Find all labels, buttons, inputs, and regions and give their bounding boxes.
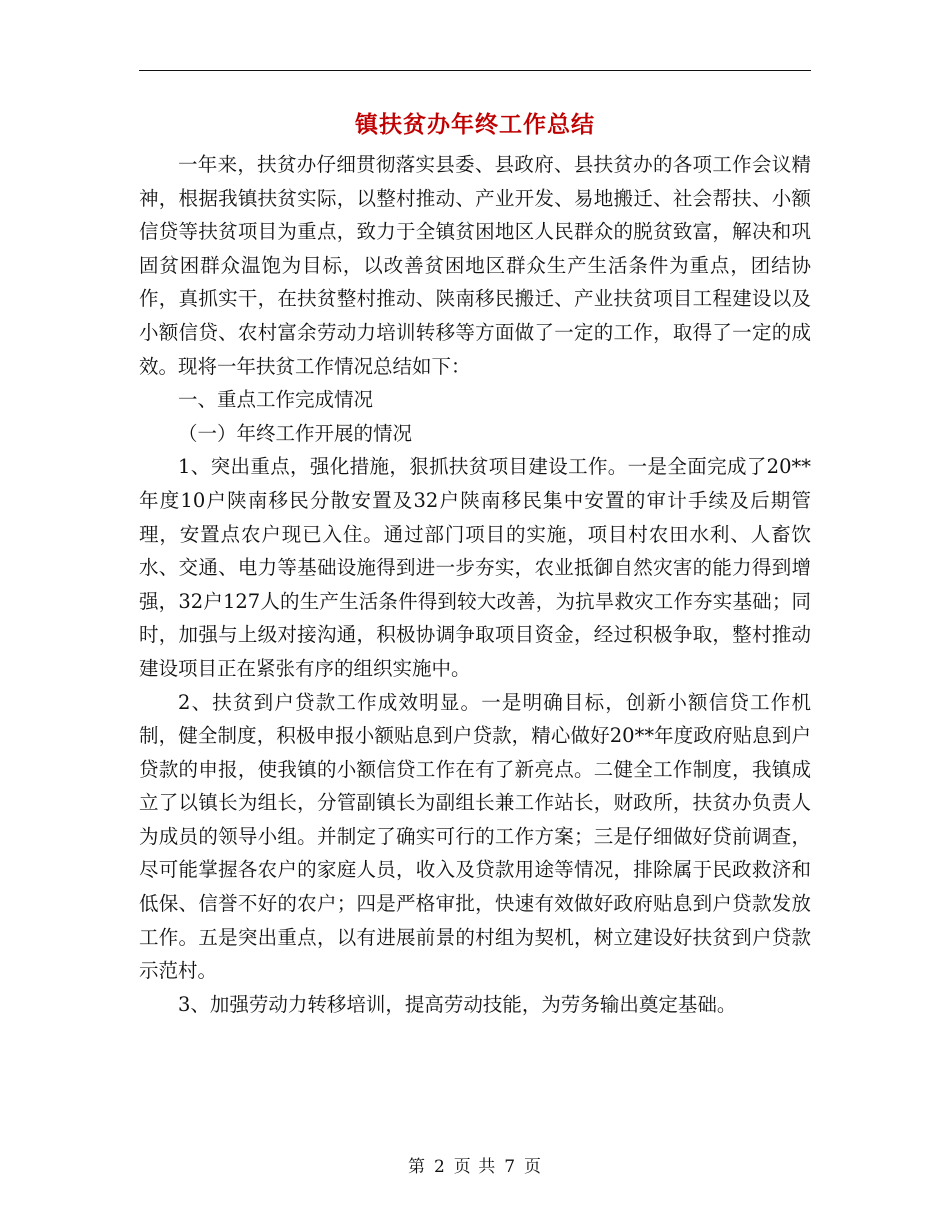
footer-middle: 页 共	[453, 1157, 497, 1177]
heading-section-1: 一、重点工作完成情况	[178, 388, 374, 412]
heading-subsection-1: （一）年终工作开展的情况	[178, 421, 413, 445]
footer-prefix: 第	[407, 1157, 426, 1177]
paragraph-item-2: 2、扶贫到户贷款工作成效明显。一是明确目标，创新小额信贷工作机制，健全制度，积极申报小额贴息到户贷款，精心做好20**年度政府贴息到户贷款的申报，使我镇的小额信贷工作在有了新亮点。二健全工作制度，我镇成立了以镇长为组长，分管副镇长为副组长兼工作站长，财政所，扶贫办负责人为成员的领导小组。并制定了确实可行的工作方案；三是仔细做好贷前调查，尽可能掌握各农户的家庭人员，收入及贷款用途等情况，排除属于民政救济和低保、信誉不好的农户；四是严格审批，快速有效做好政府贴息到户贷款发放工作。五是突出重点，以有进展前景的村组为契机，树立建设好扶贫到户贷款示范村。	[139, 690, 811, 983]
total-pages-number: 7	[504, 1157, 517, 1177]
current-page-number: 2	[433, 1157, 446, 1177]
paragraph-intro: 一年来，扶贫办仔细贯彻落实县委、县政府、县扶贫办的各项工作会议精神，根据我镇扶贫实际，以整村推动、产业开发、易地搬迁、社会帮扶、小额信贷等扶贫项目为重点，致力于全镇贫困地区人民群众的脱贫致富，解决和巩固贫困群众温饱为目标，以改善贫困地区群众生产生活条件为重点，团结协作，真抓实干，在扶贫整村推动、陕南移民搬迁、产业扶贫项目工程建设以及小额信贷、农村富余劳动力培训转移等方面做了一定的工作，取得了一定的成效。现将一年扶贫工作情况总结如下：	[139, 153, 811, 378]
paragraph-item-1: 1、突出重点，强化措施，狠抓扶贫项目建设工作。一是全面完成了20**年度10户陕南移民分散安置及32户陕南移民集中安置的审计手续及后期管理，安置点农户现已入住。通过部门项目的实施，项目村农田水利、人畜饮水、交通、电力等基础设施得到进一步夯实，农业抵御自然灾害的能力得到增强，32户127人的生产生活条件得到较大改善，为抗旱救灾工作夯实基础；同时，加强与上级对接沟通，积极协调争取项目资金，经过积极争取，整村推动建设项目正在紧张有序的组织实施中。	[139, 455, 811, 680]
footer-suffix: 页	[524, 1157, 543, 1177]
header-rule	[139, 70, 811, 71]
paragraph-item-3: 3、加强劳动力转移培训，提高劳动技能，为劳务输出奠定基础。	[178, 992, 737, 1016]
document-body	[139, 148, 811, 1021]
document-title: 镇扶贫办年终工作总结	[355, 112, 595, 138]
page-footer	[139, 1152, 811, 1177]
